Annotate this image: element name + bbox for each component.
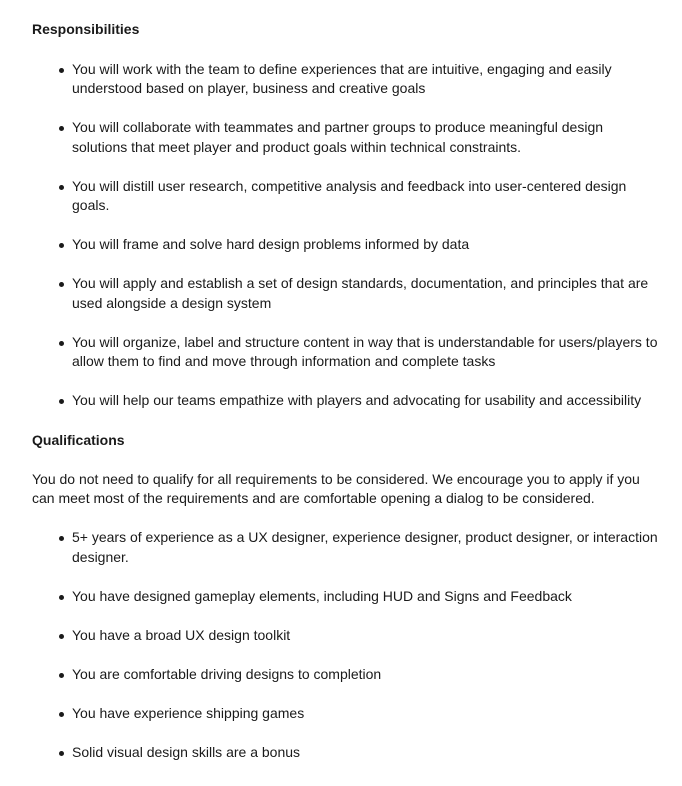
list-item: You will help our teams empathize with players and advocating for usability and accessibility <box>72 391 662 411</box>
qualifications-intro: You do not need to qualify for all requirements to be considered. We encourage you to apply if you can meet most of the requirements and are comfortable opening a dialog to be considered. <box>32 470 640 506</box>
list-item: Solid visual design skills are a bonus <box>72 743 662 763</box>
list-item: You have designed gameplay elements, including HUD and Signs and Feedback <box>72 587 662 607</box>
list-item: You have experience shipping games <box>72 704 662 724</box>
responsibilities-heading: Responsibilities <box>32 21 140 37</box>
list-item: You will work with the team to define experiences that are intuitive, engaging and easily understood based on player, business and creative goals <box>72 60 662 99</box>
qualifications-heading: Qualifications <box>32 431 125 448</box>
list-item: You will collaborate with teammates and partner groups to produce meaningful design solutions that meet player and product goals within technical constraints. <box>72 118 662 157</box>
responsibilities-list <box>32 60 662 411</box>
list-item: You will organize, label and structure content in way that is understandable for users/players to allow them to find and move through information and complete tasks <box>72 333 662 372</box>
list-item: You will distill user research, competitive analysis and feedback into user-centered design goals. <box>72 177 662 216</box>
list-item: You have a broad UX design toolkit <box>72 626 662 646</box>
list-item: 5+ years of experience as a UX designer, experience designer, product designer, or interaction designer. <box>72 528 662 567</box>
list-item: You are comfortable driving designs to completion <box>72 665 662 685</box>
list-item: You will frame and solve hard design problems informed by data <box>72 235 662 255</box>
list-item: You will apply and establish a set of design standards, documentation, and principles that are used alongside a design system <box>72 274 662 313</box>
qualifications-list <box>32 528 662 762</box>
